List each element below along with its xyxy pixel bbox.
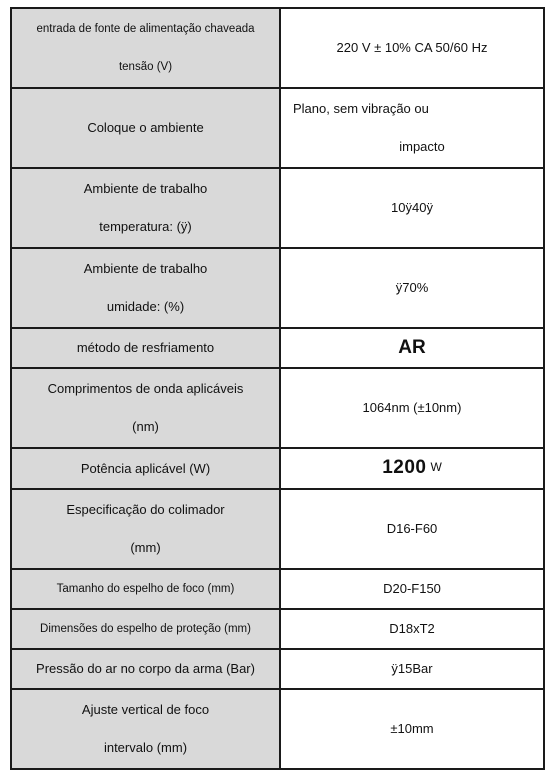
label-cell bbox=[11, 168, 280, 248]
row-value: Plano, sem vibração ou bbox=[293, 101, 429, 116]
row-label-line2: (mm) bbox=[130, 540, 161, 555]
row-value-unit: W bbox=[430, 460, 442, 474]
row-label: Ambiente de trabalho bbox=[83, 261, 208, 276]
label-cell bbox=[11, 649, 280, 689]
value-cell bbox=[280, 569, 544, 609]
row-value: AR bbox=[398, 337, 426, 358]
label-cell bbox=[11, 368, 280, 448]
table-row bbox=[11, 609, 544, 649]
label-cell bbox=[11, 328, 280, 368]
row-label: Comprimentos de onda aplicáveis bbox=[47, 381, 244, 396]
table-row bbox=[11, 489, 544, 569]
table-row bbox=[11, 328, 544, 368]
label-cell bbox=[11, 448, 280, 489]
label-cell bbox=[11, 609, 280, 649]
value-cell bbox=[280, 8, 544, 88]
row-value: D16-F60 bbox=[386, 521, 438, 536]
row-label: Coloque o ambiente bbox=[87, 120, 204, 135]
row-label: método de resfriamento bbox=[76, 340, 215, 355]
row-value: 1200 bbox=[382, 457, 427, 478]
value-cell bbox=[280, 649, 544, 689]
table-row bbox=[11, 8, 544, 88]
row-value: D18xT2 bbox=[389, 621, 435, 636]
row-label-line2: temperatura: (ÿ) bbox=[99, 219, 192, 234]
row-label: Dimensões do espelho de proteção (mm) bbox=[40, 623, 251, 635]
row-label: entrada de fonte de alimentação chaveada bbox=[36, 23, 255, 35]
row-label-line2: tensão (V) bbox=[118, 61, 173, 73]
value-cell bbox=[280, 328, 544, 368]
row-value: 1064nm (±10nm) bbox=[362, 400, 462, 415]
value-cell bbox=[280, 368, 544, 448]
value-cell bbox=[280, 448, 544, 489]
row-value: 10ÿ40ÿ bbox=[391, 200, 433, 215]
label-cell bbox=[11, 88, 280, 168]
table-row bbox=[11, 368, 544, 448]
label-cell bbox=[11, 569, 280, 609]
table-row bbox=[11, 569, 544, 609]
row-value: ±10mm bbox=[390, 721, 434, 736]
value-cell bbox=[280, 609, 544, 649]
value-cell bbox=[280, 689, 544, 769]
row-value: ÿ15Bar bbox=[391, 661, 433, 676]
row-label: Ambiente de trabalho bbox=[83, 181, 208, 196]
row-label: Potência aplicável (W) bbox=[80, 460, 211, 476]
row-value-line2: impacto bbox=[399, 139, 445, 154]
row-value: ÿ70% bbox=[395, 280, 429, 295]
label-cell bbox=[11, 489, 280, 569]
label-cell bbox=[11, 248, 280, 328]
value-cell bbox=[280, 88, 544, 168]
value-cell bbox=[280, 489, 544, 569]
row-label-line2: (nm) bbox=[132, 419, 159, 434]
label-cell bbox=[11, 8, 280, 88]
row-label: Pressão do ar no corpo da arma (Bar) bbox=[36, 661, 255, 676]
row-label-line2: umidade: (%) bbox=[106, 299, 185, 314]
row-label-line2: intervalo (mm) bbox=[103, 740, 188, 755]
table-row bbox=[11, 448, 544, 489]
label-cell bbox=[11, 689, 280, 769]
table-row bbox=[11, 168, 544, 248]
value-cell bbox=[280, 248, 544, 328]
row-value: D20-F150 bbox=[383, 581, 441, 596]
spec-table bbox=[10, 7, 545, 770]
row-label: Especificação do colimador bbox=[66, 502, 225, 517]
table-row bbox=[11, 649, 544, 689]
table-row bbox=[11, 689, 544, 769]
row-label: Tamanho do espelho de foco (mm) bbox=[56, 583, 235, 595]
table-row bbox=[11, 248, 544, 328]
value-cell bbox=[280, 168, 544, 248]
row-value: 220 V ± 10% CA 50/60 Hz bbox=[336, 40, 488, 55]
row-label: Ajuste vertical de foco bbox=[81, 702, 210, 717]
table-row bbox=[11, 88, 544, 168]
